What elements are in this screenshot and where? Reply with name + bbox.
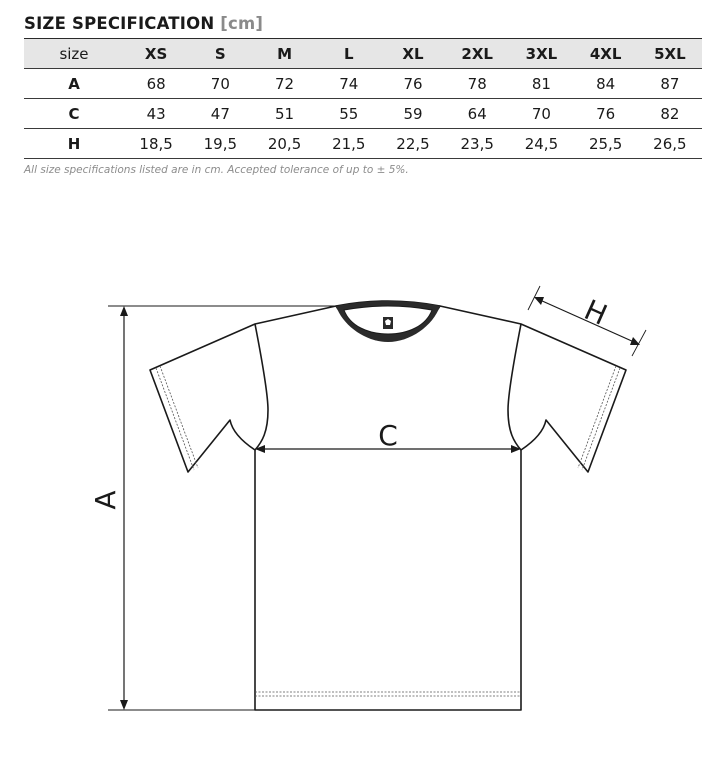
table-cell: 18,5 (124, 129, 188, 159)
table-cell: 24,5 (509, 129, 573, 159)
row-label: H (24, 129, 124, 159)
table-cell: 25,5 (574, 129, 638, 159)
dimension-h-arrow-left (534, 297, 544, 305)
header-size-label: size (24, 39, 124, 69)
table-cell: 19,5 (188, 129, 252, 159)
left-armhole-seam (255, 324, 268, 450)
dimension-a-label: A (89, 490, 122, 510)
table-cell: 21,5 (317, 129, 381, 159)
header-size-5xl: 5XL (638, 39, 702, 69)
title-text: SIZE SPECIFICATION (24, 14, 215, 33)
table-cell: 84 (574, 69, 638, 99)
title-unit: [cm] (220, 14, 264, 33)
table-cell: 23,5 (445, 129, 509, 159)
table-cell: 43 (124, 99, 188, 129)
table-cell: 55 (317, 99, 381, 129)
table-cell: 51 (252, 99, 316, 129)
table-cell: 20,5 (252, 129, 316, 159)
right-sleeve-hem-stitch (578, 366, 620, 470)
dimension-h-label: H (579, 293, 613, 332)
dimension-c-arrow-left (255, 445, 265, 453)
table-cell: 47 (188, 99, 252, 129)
table-cell: 70 (188, 69, 252, 99)
right-armhole-seam (508, 324, 521, 450)
dimension-c-label: C (378, 419, 398, 452)
header-size-l: L (317, 39, 381, 69)
table-cell: 72 (252, 69, 316, 99)
table-cell: 87 (638, 69, 702, 99)
tshirt-outline (150, 306, 626, 710)
header-size-xs: XS (124, 39, 188, 69)
header-size-m: M (252, 39, 316, 69)
table-cell: 78 (445, 69, 509, 99)
header-size-s: S (188, 39, 252, 69)
row-label: C (24, 99, 124, 129)
left-sleeve-hem-stitch (156, 366, 198, 470)
table-cell: 26,5 (638, 129, 702, 159)
table-cell: 81 (509, 69, 573, 99)
table-cell: 22,5 (381, 129, 445, 159)
bottom-hem-stitch (255, 692, 521, 696)
dimension-h-arrow-right (630, 337, 640, 345)
header-size-xl: XL (381, 39, 445, 69)
table-cell: 76 (381, 69, 445, 99)
table-cell: 76 (574, 99, 638, 129)
dimension-c-arrow-right (511, 445, 521, 453)
dimension-a-arrow-top (120, 306, 128, 316)
table-cell: 68 (124, 69, 188, 99)
tolerance-note: All size specifications listed are in cm. Accepted tolerance of up to ± 5%. (24, 164, 409, 176)
table-cell: 59 (381, 99, 445, 129)
header-size-3xl: 3XL (509, 39, 573, 69)
brand-logo-icon (383, 317, 393, 329)
table-cell: 74 (317, 69, 381, 99)
table-cell: 82 (638, 99, 702, 129)
dimension-a-arrow-bottom (120, 700, 128, 710)
row-label: A (24, 69, 124, 99)
header-size-2xl: 2XL (445, 39, 509, 69)
header-size-4xl: 4XL (574, 39, 638, 69)
table-cell: 64 (445, 99, 509, 129)
table-cell: 70 (509, 99, 573, 129)
